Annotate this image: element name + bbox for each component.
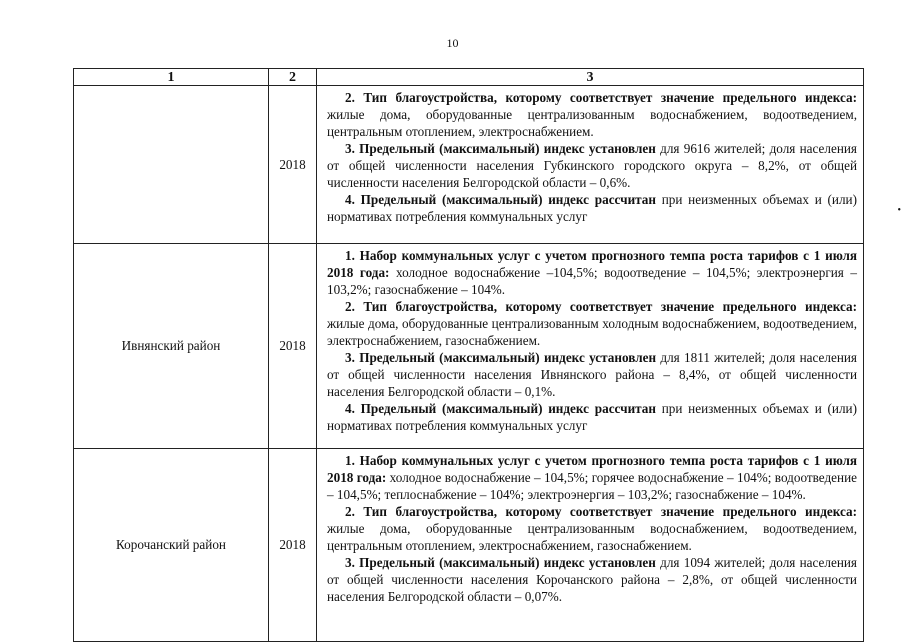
paragraph [327,247,857,298]
table-row [74,244,864,449]
paragraph-lead: 4. Предельный (максимальный) индекс рассчитан [345,192,656,207]
header-row [74,69,864,86]
paragraph [327,400,857,434]
paragraph-lead: 1. Набор коммунальных услуг с учетом прогнозного темпа роста тарифов с 1 июля 2018 года: [327,248,857,280]
paragraph [327,191,857,225]
region-cell: Ивнянский район [74,244,269,449]
paragraph-lead: 3. Предельный (максимальный) индекс установлен [345,350,657,365]
table-row [74,86,864,244]
paragraph [327,349,857,400]
page-number: 10 [446,36,459,50]
header-col-3: 3 [317,69,864,86]
paragraph-lead: 2. Тип благоустройства, которому соответствует значение предельного индекса: [345,90,857,105]
paragraph [327,503,857,554]
description-cell [317,244,864,449]
paragraph-text: для 1094 жителей; доля населения от общей численности населения Корочанского района – 2,8%, от общей численности населения Белгородской области – 0,07%. [327,555,857,604]
paragraph-lead: 2. Тип благоустройства, которому соответствует значение предельного индекса: [345,504,857,519]
paragraph-text: жилые дома, оборудованные централизованным водоснабжением, водоотведением, центральным отоплением, электроснабжением, газоснабжением. [327,521,857,553]
paragraph-text: при неизменных объемах и (или) нормативах потребления коммунальных услуг [327,192,857,224]
paragraph-lead: 3. Предельный (максимальный) индекс установлен [345,555,656,570]
paragraph-text: для 1811 жителей; доля населения от общей численности населения Ивнянского района – 8,4%, от общей численности населения Белгородской области – 0,1%. [327,350,857,399]
paragraph [327,89,857,140]
paragraph-text: жилые дома, оборудованные централизованным холодным водоснабжением, водоотведением, электроснабжением, газоснабжением. [327,316,857,348]
table-row [74,449,864,642]
paragraph [327,452,857,503]
paragraph-text: холодное водоснабжение –104,5%; водоотведение – 104,5%; электроэнергия – 103,2%; газоснабжение – 104%. [327,265,858,297]
paragraph-lead: 3. Предельный (максимальный) индекс установлен [345,141,656,156]
paragraph-lead: 2. Тип благоустройства, которому соответствует значение предельного индекса: [345,299,857,314]
year-cell: 2018 [269,86,317,244]
paragraph-text: жилые дома, оборудованные централизованным водоснабжением, водоотведением, центральным отоплением, электроснабжением. [327,107,857,139]
year-cell: 2018 [269,244,317,449]
paragraph-text: для 9616 жителей; доля населения от общей численности населения Губкинского городского округа – 8,2%, от общей численности населения Белгородской области – 0,6%. [327,141,857,190]
year-cell: 2018 [269,449,317,642]
header-col-2: 2 [269,69,317,86]
paragraph-lead: 1. Набор коммунальных услуг с учетом прогнозного темпа роста тарифов с 1 июля 2018 года: [327,453,857,485]
paragraph [327,140,857,191]
region-cell: Корочанский район [74,449,269,642]
paragraph-text: холодное водоснабжение – 104,5%; горячее водоснабжение – 104%; водоотведение – 104,5%; теплоснабжение – 104%; электроэнергия – 103,2%; газоснабжение – 104%. [327,470,858,502]
description-cell [317,449,864,642]
paragraph-text: при неизменных объемах и (или) нормативах потребления коммунальных услуг [327,401,857,433]
index-table [73,68,864,642]
paragraph [327,554,857,605]
paragraph-lead: 4. Предельный (максимальный) индекс рассчитан [345,401,656,416]
header-col-1: 1 [74,69,269,86]
margin-mark: • [897,205,901,216]
region-cell [74,86,269,244]
paragraph [327,298,857,349]
description-cell [317,86,864,244]
